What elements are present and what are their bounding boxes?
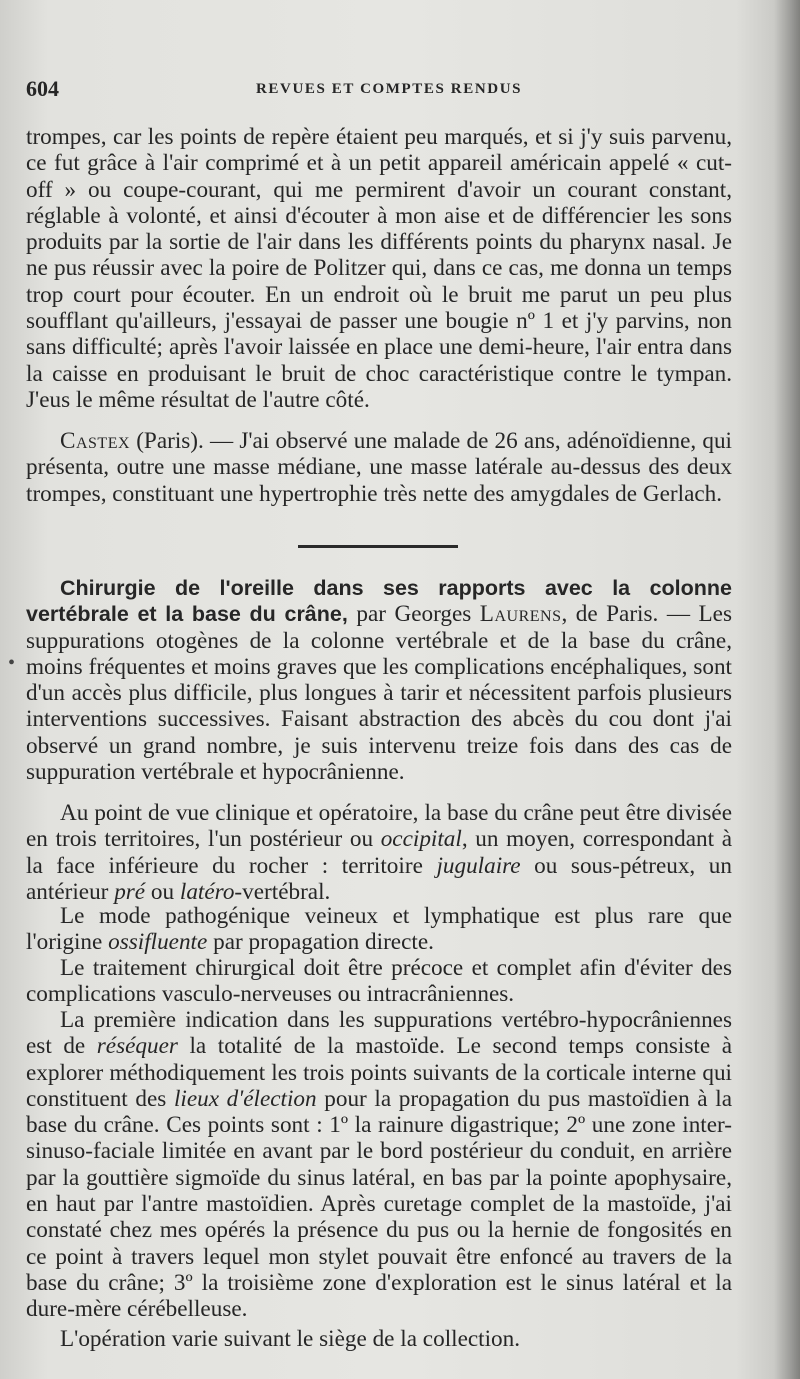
text-run: pour la propagation du pus mastoïdien à la base du crâne. Ces points sont : 1º la rainure digastrique; 2º une zone inter-sinuso-faciale limitée en avant par le bord postérieur du conduit, en arrière par la gouttière sigmoïde du sinus latéral, en bas par la pointe apophysaire, en haut par l'antre mastoïdien. Après curetage complet de la mastoïde, j'ai constaté chez mes opérés la présence du pus ou la hernie de fongosités en ce point à travers lequel mon stylet pouvait être enfoncé au travers de la base du crâne; 3º la troisième zone d'exploration est le sinus latéral et la dure-mère cérébelleuse. bbox=[26, 1085, 732, 1323]
paragraph-territoires bbox=[26, 800, 732, 905]
text-run: par propagation directe. bbox=[207, 929, 434, 956]
text-run: ou sous-pétreux, un antérieur bbox=[26, 852, 732, 905]
italic-term: jugulaire bbox=[436, 852, 521, 879]
paragraph-premiere-indication bbox=[26, 1007, 732, 1323]
paragraph-operation bbox=[26, 1326, 732, 1352]
paragraph-mode-pathogenique bbox=[26, 903, 732, 956]
margin-mark: • bbox=[8, 652, 16, 674]
text-run: ou bbox=[145, 878, 180, 905]
article-author: Laurens bbox=[479, 601, 562, 628]
italic-term: occipital bbox=[380, 826, 462, 853]
running-head: REVUES ET COMPTES RENDUS bbox=[256, 81, 523, 97]
text-run: Au point de vue clinique et opératoire, la base du crâne peut être divisée en trois territoires, l'un postérieur ou bbox=[26, 800, 732, 853]
text-run: , un moyen, correspondant à la face inférieure du rocher : territoire bbox=[26, 826, 732, 879]
text-run: -vertébral. bbox=[234, 878, 331, 905]
paragraph-traitement bbox=[26, 955, 732, 1008]
italic-term: réséquer bbox=[96, 1033, 178, 1060]
section-divider bbox=[298, 545, 458, 548]
paragraph-trompes bbox=[26, 124, 732, 413]
text-run: Le mode pathogénique veineux et lymphatique est plus rare que l'origine bbox=[26, 903, 732, 956]
article-abstract bbox=[26, 575, 732, 785]
page-header bbox=[26, 76, 760, 106]
paragraph-text: trompes, car les points de repère étaient peu marqués, et si j'y suis parvenu, ce fut grâce à l'air comprimé et à un petit appareil américain appelé « cut-off » ou coupe-courant, qui me permirent d'avoir un courant constant, réglable à volonté, et ainsi d'écouter à mon aise et de différencier les sons produits par la sortie de l'air dans les différents points du pharynx nasal. Je ne pus réussir avec la poire de Politzer qui, dans ce cas, me donna un temps trop court pour écouter. En un endroit où le bruit me parut un peu plus soufflant qu'ailleurs, j'essayai de passer une bougie nº 1 et j'y parvins, non sans difficulté; après l'avoir laissée en place une demi-heure, l'air entra dans la caisse en produisant le bruit de choc caractéristique contre le tympan. J'eus le même résultat de l'autre côté. bbox=[26, 124, 732, 413]
paragraph-text: , de Paris. — Les suppurations otogènes de la colonne vertébrale et de la base du crâne, moins fréquentes et moins graves que les complications encéphaliques, sont d'un accès plus difficile, plus longues à tarir et nécessitent parfois plusieurs interventions successives. Faisant abstraction des abcès du cou dont j'ai observé un grand nombre, je suis intervenu treize fois dans des cas de suppuration vertébrale et hypocrânienne. bbox=[26, 601, 732, 786]
italic-term: pré bbox=[114, 878, 146, 905]
text-run: la totalité de la mastoïde. Le second temps consiste à explorer méthodiquement les trois points suivants de la corticale interne qui constituent des bbox=[26, 1033, 732, 1112]
author-name: Castex bbox=[60, 428, 131, 454]
page-edge-shadow bbox=[774, 0, 800, 1379]
italic-term: lieux d'élection bbox=[173, 1085, 317, 1112]
paragraph-castex bbox=[26, 428, 732, 507]
paragraph-text: L'opération varie suivant le siège de la collection. bbox=[60, 1326, 521, 1352]
paragraph-text: (Paris). — J'ai observé une malade de 26 ans, adénoïdienne, qui présenta, outre une masse médiane, une masse latérale au-dessus des deux trompes, constituant une hypertrophie très nette des amygdales de Gerlach. bbox=[26, 428, 732, 507]
paragraph-text: Le traitement chirurgical doit être précoce et complet afin d'éviter des complications vasculo-nerveuses ou intracrâniennes. bbox=[26, 955, 732, 1008]
text-run: La première indication dans les suppurations vertébro-hypocrâniennes est de bbox=[26, 1007, 732, 1060]
italic-term: latéro bbox=[179, 878, 235, 905]
article-by: par Georges bbox=[347, 601, 480, 628]
page-number: 604 bbox=[26, 76, 59, 101]
italic-term: ossifluente bbox=[108, 929, 208, 956]
article-title: Chirurgie de l'oreille dans ses rapports avec la colonne vertébrale et la base du crâne, bbox=[26, 576, 732, 627]
